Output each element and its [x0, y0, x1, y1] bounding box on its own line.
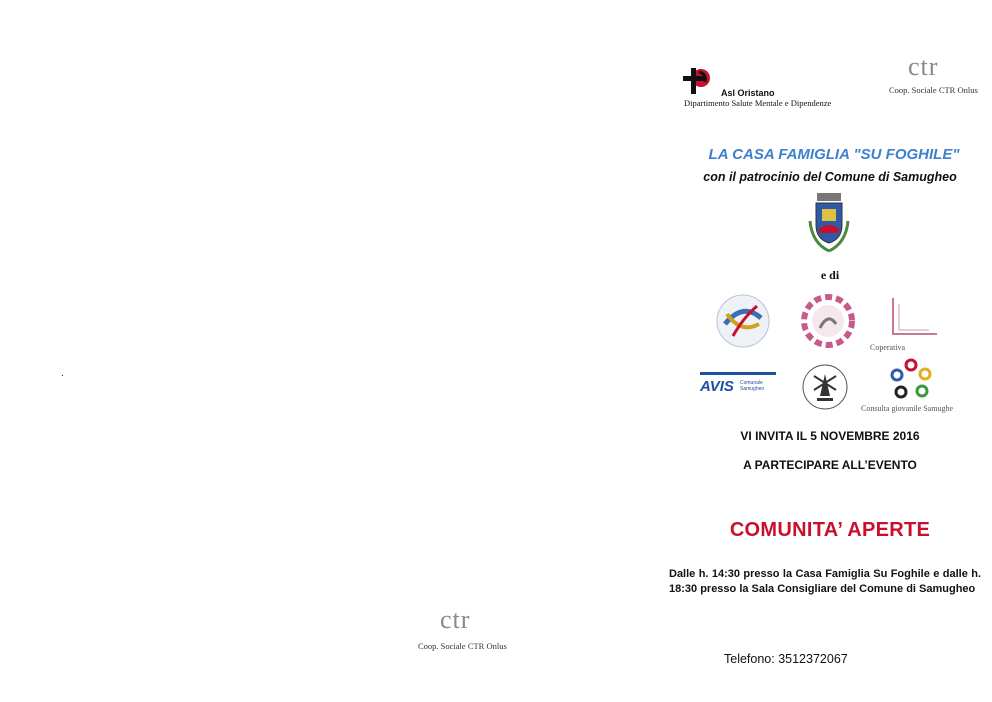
ctr-label-bottom: Coop. Sociale CTR Onlus — [418, 641, 507, 651]
consulta-label: Consulta giovanile Samughe — [861, 404, 953, 413]
patronage-line: con il patrocinio del Comune di Samugheo — [703, 170, 957, 184]
windmill-logo-icon — [800, 362, 850, 412]
cooperative-logo-icon — [885, 296, 940, 338]
svg-text:Comunale: Comunale — [740, 380, 763, 386]
avis-text: AVIS — [700, 378, 734, 395]
contact-phone: Telefono: 3512372067 — [724, 652, 848, 666]
asl-name: Asl Oristano — [721, 88, 775, 98]
and-of-label: e di — [820, 268, 840, 282]
asl-logo-icon — [681, 66, 717, 96]
invite-date-line: VI INVITA IL 5 NOVEMBRE 2016 — [740, 429, 920, 443]
association-circle-logo-icon — [713, 292, 773, 350]
event-host-title: LA CASA FAMIGLIA "SU FOGHILE" — [708, 146, 960, 163]
ctr-logo-top: ctr — [908, 52, 939, 81]
cooperative-label: Coperativa — [870, 343, 906, 352]
event-details: Dalle h. 14:30 presso la Casa Famiglia Su Foghile e dalle h. 18:30 presso la Sala Consigliare del Comune di Samugheo — [669, 568, 981, 595]
invite-participate-line: A PARTECIPARE ALL’EVENTO — [743, 458, 917, 472]
avis-logo-icon — [700, 370, 776, 396]
svg-text:Samugheo: Samugheo — [740, 386, 765, 392]
ctr-label-top: Coop. Sociale CTR Onlus — [889, 85, 978, 95]
stray-dot: . — [61, 368, 64, 379]
ctr-logo-bottom: ctr — [440, 605, 471, 634]
consulta-rings-logo-icon — [889, 358, 933, 402]
event-name: COMUNITA’ APERTE — [729, 519, 931, 541]
samugheo-crest-icon — [806, 191, 852, 255]
asl-department: Dipartimento Salute Mentale e Dipendenze — [684, 98, 832, 108]
association-pink-logo-icon — [798, 292, 858, 350]
